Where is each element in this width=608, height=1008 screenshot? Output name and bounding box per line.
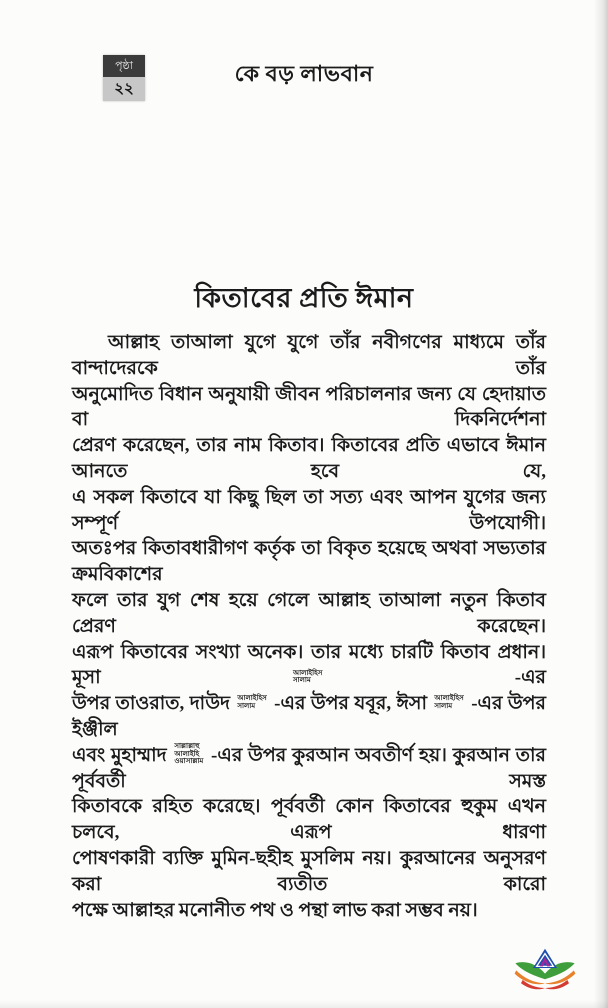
publisher-logo-graphic (505, 941, 585, 1003)
body-line: উপর তাওরাত, দাউদ আলাইহিস সালাম -এর উপর যবূর, ঈসা আলাইহিস সালাম -এর উপর ইঞ্জীল (72, 693, 546, 740)
running-head-book-title: কে বড় লাভবান (234, 61, 374, 86)
body-line: এরূপ কিতাবের সংখ্যা অনেক। তার মধ্যে চারটি কিতাব প্রধান। মূসা আলাইহিস সালাম -এর (72, 641, 546, 689)
publisher-logo (505, 941, 585, 1003)
page-number: ২২ (103, 77, 145, 101)
body-text (72, 330, 546, 923)
chapter-title: কিতাবের প্রতি ঈমান (194, 283, 414, 313)
body-line: পোষণকারী ব্যক্তি মুমিন-ছহীহ মুসলিম নয়। কুরআনের অনুসরণ করা ব্যতীত কারো (72, 847, 546, 895)
body-line: আল্লাহ তাআলা যুগে যুগে তাঁর নবীগণের মাধ্যমে তাঁর বান্দাদেরকে তাঁর (72, 332, 546, 379)
body-line: প্রেরণ করেছেন, তার নাম কিতাব। কিতাবের প্রতি এভাবে ঈমান আনতে হবে যে, (72, 435, 546, 482)
honorific-superscript: আলাইহিস সালাম (293, 668, 323, 684)
body-line: ফলে তার যুগ শেষ হয়ে গেলে আল্লাহ তাআলা নতুন কিতাব প্রেরণ করেছেন। (72, 589, 546, 637)
honorific-superscript: আলাইহিস সালাম (434, 694, 464, 710)
honorific-superscript: আলাইহিস সালাম (237, 694, 267, 710)
body-line: কিতাবকে রহিত করেছে। পূর্ববর্তী কোন কিতাবের হুকুম এখন চলবে, এরূপ ধারণা (72, 796, 546, 844)
body-line: পক্ষে আল্লাহর মনোনীত পথ ও পন্থা লাভ করা সম্ভব নয়। (72, 899, 478, 921)
body-line: এবং মুহাম্মাদ সাল্লাল্লাহু আলাইহি ওয়াসাল্লাম -এর উপর কুরআন অবতীর্ণ হয়। কুরআন তার পূর্ববর্তী সমস্ত (72, 742, 546, 792)
body-line: এ সকল কিতাবে যা কিছু ছিল তা সত্য এবং আপন যুগের জন্য সম্পূর্ণ উপযোগী। (72, 486, 546, 534)
page-badge-label: পৃষ্ঠা (103, 55, 145, 77)
body-line: অতঃপর কিতাবধারীগণ কর্তৃক তা বিকৃত হয়েছে অথবা সভ্যতার ক্রমবিকাশের (72, 538, 546, 586)
page-edge-shadow (594, 0, 608, 1008)
body-line: অনুমোদিত বিধান অনুযায়ী জীবন পরিচালনার জন্য যে হেদায়াত বা দিকনির্দেশনা (72, 383, 546, 431)
honorific-superscript: সাল্লাল্লাহু আলাইহি ওয়াসাল্লাম (174, 742, 204, 766)
